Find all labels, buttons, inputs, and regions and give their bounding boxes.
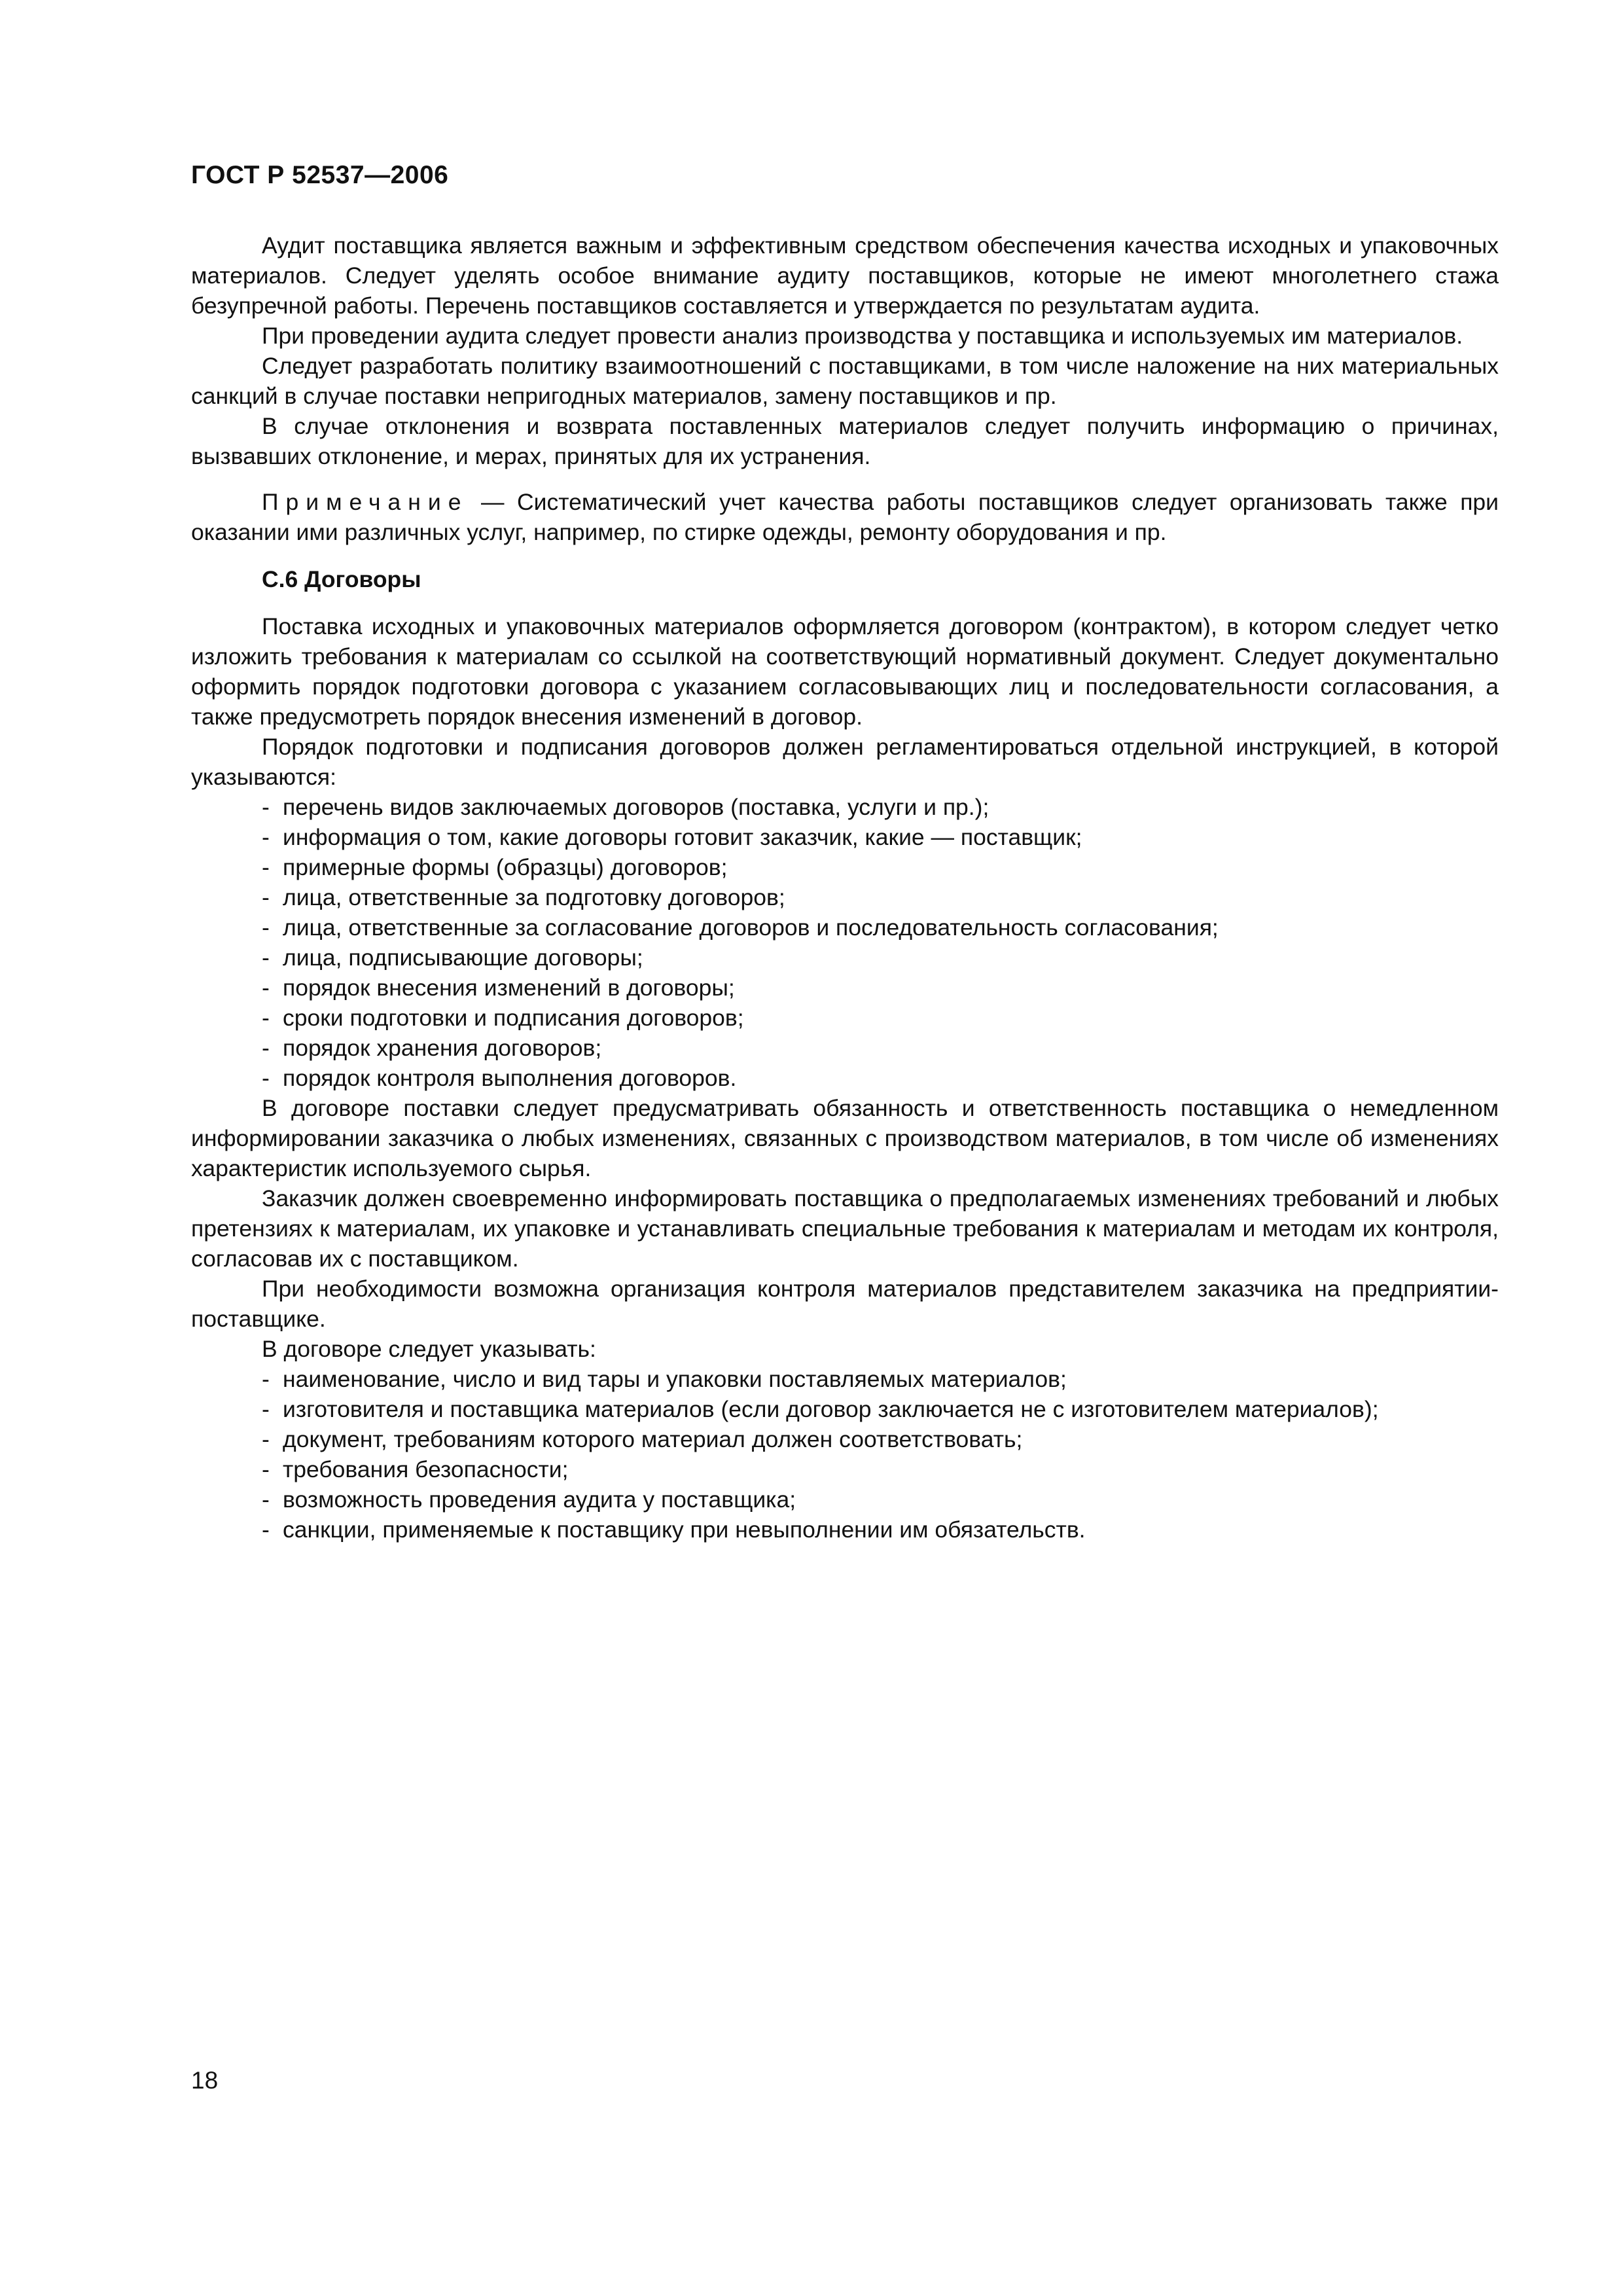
paragraph-supplier-obligation: В договоре поставки следует предусматривать обязанность и ответственность поставщика о немедленном информировании заказчика о любых изменениях, связанных с производством материалов, в том числе об изменениях характеристик используемого сырья. (191, 1095, 1499, 1181)
paragraph-supplier-audit: Аудит поставщика является важным и эффективным средством обеспечения качества исходных и упаковочных материалов. Следует уделять особое внимание аудиту поставщиков, которые не имеют многолетнего стажа безупречной работы. Перечень поставщиков составляется и утверждается по результатам аудита. (191, 232, 1499, 319)
list-item: - возможность проведения аудита у поставщика; (191, 1484, 1499, 1515)
paragraph-contract-supply: Поставка исходных и упаковочных материалов оформляется договором (контрактом), в котором следует четко изложить требования к материалам со ссылкой на соответствующий нормативный документ. Следует документально оформить порядок подготовки договора с указанием согласовывающих лиц и последовательности согласования, а также предусмотреть порядок внесения изменений в договор. (191, 613, 1499, 730)
list-dash: - (262, 1516, 270, 1543)
section-heading-contracts: С.6 Договоры (262, 566, 421, 592)
list-dash: - (262, 914, 270, 941)
list-item: - лица, ответственные за согласование договоров и последовательность согласования; (191, 912, 1499, 942)
contract-contents-list (191, 1364, 1499, 1545)
list-item: - требования безопасности; (191, 1454, 1499, 1484)
paragraph-contract-procedure: Порядок подготовки и подписания договоров должен регламентироваться отдельной инструкцией, в которой указываются: (191, 734, 1499, 790)
paragraph-onsite-control: При необходимости возможна организация контроля материалов представителем заказчика на предприятии-поставщике. (191, 1276, 1499, 1332)
list-item: - санкции, применяемые к поставщику при невыполнении им обязательств. (191, 1515, 1499, 1545)
paragraph-customer-obligation: Заказчик должен своевременно информировать поставщика о предполагаемых изменениях требований и любых претензиях к материалам, их упаковке и устанавливать специальные требования к материалам и методам их контроля, согласовав их с поставщиком. (191, 1185, 1499, 1272)
list-item: - порядок внесения изменений в договоры; (191, 973, 1499, 1003)
list-item: - порядок хранения договоров; (191, 1033, 1499, 1063)
list-dash: - (262, 824, 270, 850)
list-dash: - (262, 794, 270, 820)
list-dash: - (262, 975, 270, 1001)
list-item: - порядок контроля выполнения договоров. (191, 1063, 1499, 1093)
list-dash: - (262, 1005, 270, 1031)
list-dash: - (262, 1456, 270, 1482)
note-paragraph (191, 487, 1499, 547)
list-item: - документ, требованиям которого материал должен соответствовать; (191, 1424, 1499, 1454)
list-dash: - (262, 1065, 270, 1091)
list-item: - информация о том, какие договоры готовит заказчик, какие — поставщик; (191, 822, 1499, 852)
contract-instruction-list (191, 792, 1499, 1093)
document-body (191, 230, 1499, 1545)
list-item: - перечень видов заключаемых договоров (поставка, услуги и пр.); (191, 792, 1499, 822)
list-item: - лица, подписывающие договоры; (191, 942, 1499, 973)
paragraph-supplier-policy: Следует разработать политику взаимоотношений с поставщиками, в том числе наложение на них материальных санкций в случае поставки непригодных материалов, замену поставщиков и пр. (191, 353, 1499, 409)
list-dash: - (262, 944, 270, 971)
list-item: - наименование, число и вид тары и упаковки поставляемых материалов; (191, 1364, 1499, 1394)
list-item: - примерные формы (образцы) договоров; (191, 852, 1499, 882)
list-dash: - (262, 1396, 270, 1422)
list-dash: - (262, 1366, 270, 1392)
list-dash: - (262, 854, 270, 880)
list-item: - сроки подготовки и подписания договоров; (191, 1003, 1499, 1033)
note-label: Примечание (262, 489, 469, 515)
note-text: — Систематический учет качества работы поставщиков следует организовать также при оказании ими различных услуг, например, по стирке одежды, ремонту оборудования и пр. (191, 489, 1499, 545)
list-item: - изготовителя и поставщика материалов (если договор заключается не с изготовителем материалов); (191, 1394, 1499, 1424)
paragraph-contract-contents: В договоре следует указывать: (262, 1336, 596, 1362)
page-number: 18 (191, 2067, 219, 2094)
list-dash: - (262, 1486, 270, 1513)
list-item: - лица, ответственные за подготовку договоров; (191, 882, 1499, 912)
paragraph-audit-analysis: При проведении аудита следует провести анализ производства у поставщика и используемых им материалов. (262, 323, 1463, 349)
document-header: ГОСТ Р 52537—2006 (191, 161, 449, 189)
list-dash: - (262, 1426, 270, 1452)
paragraph-rejection-info: В случае отклонения и возврата поставленных материалов следует получить информацию о причинах, вызвавших отклонение, и мерах, принятых для их устранения. (191, 413, 1499, 469)
list-dash: - (262, 884, 270, 910)
list-dash: - (262, 1035, 270, 1061)
